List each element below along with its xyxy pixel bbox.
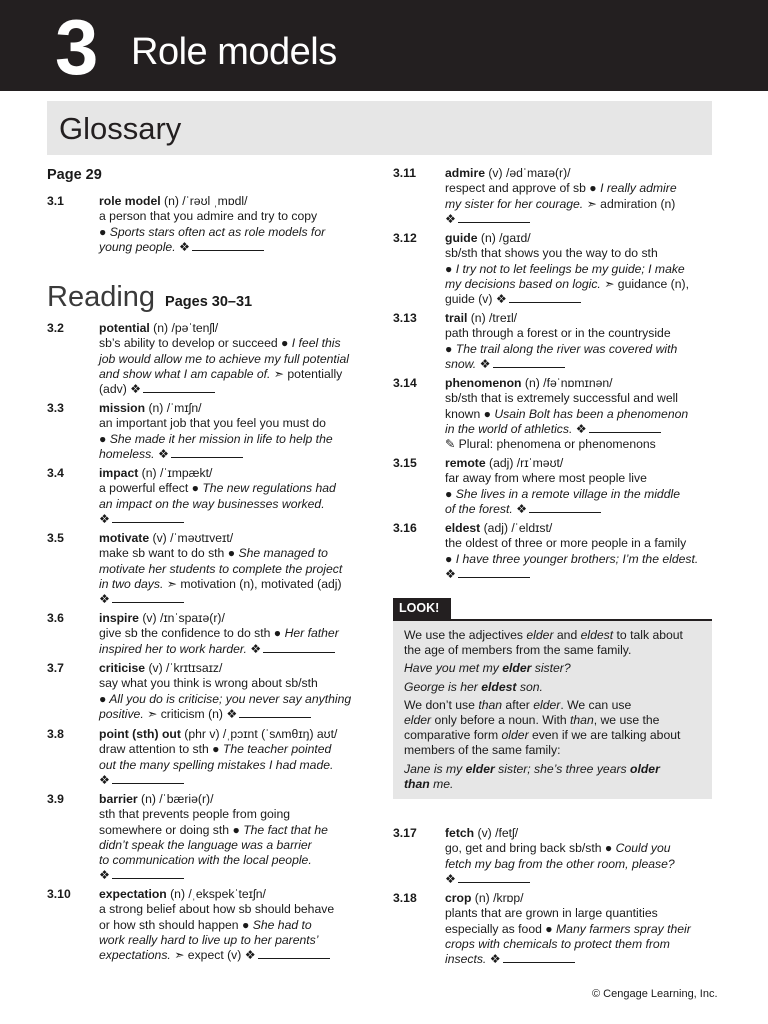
diamond-icon: ❖: [575, 421, 587, 436]
headword: inspire: [99, 611, 139, 625]
part-of-speech: (v) /ˈməʊtɪveɪt/: [149, 531, 234, 545]
example: Her father: [284, 626, 339, 641]
example-cont: expectations.: [99, 948, 171, 963]
definition: make sb want to do sth ●: [99, 546, 239, 561]
example: Usain Bolt has been a phenomenon: [494, 406, 689, 421]
diamond-icon: ❖: [489, 952, 501, 967]
definition-cont: or how sth should happen ●: [99, 917, 253, 932]
part-of-speech: (n) /treɪl/: [467, 311, 518, 325]
headword: criticise: [99, 661, 146, 675]
entry-number: 3.11: [393, 166, 417, 180]
reading-title: Reading: [47, 281, 156, 313]
derivatives: ➣ expect (v): [170, 948, 242, 963]
answer-blank[interactable]: [458, 568, 530, 578]
headword: expectation: [99, 887, 167, 901]
look-paragraph-1-cont: the age of members from the same family.: [404, 643, 632, 657]
example: I really admire: [600, 181, 677, 196]
example-cont: in the world of athletics.: [445, 421, 573, 436]
entry-number: 3.9: [47, 792, 64, 806]
headword: role model: [99, 194, 161, 208]
entry-number: 3.18: [393, 891, 417, 905]
example-cont: my sister for her courage.: [445, 196, 584, 211]
definition: an important job that you feel you must do: [99, 416, 326, 431]
answer-blank[interactable]: [143, 383, 215, 393]
part-of-speech: (adj) /rɪˈməʊt/: [485, 456, 564, 470]
definition-cont: known ●: [445, 406, 495, 421]
diamond-icon: ❖: [130, 382, 142, 397]
part-of-speech: (n) /krɒp/: [471, 891, 524, 905]
headword: fetch: [445, 826, 475, 840]
answer-blank[interactable]: [192, 241, 264, 251]
part-of-speech: (n) /fəˈnɒmɪnən/: [521, 376, 613, 390]
headword: remote: [445, 456, 486, 470]
diamond-icon: ❖: [99, 511, 110, 526]
example-cont: my decisions based on logic.: [445, 276, 601, 291]
definition: give sb the confidence to do sth ●: [99, 626, 285, 641]
example: The fact that he: [243, 822, 328, 837]
example: I feel this: [291, 336, 341, 351]
headword: admire: [445, 166, 485, 180]
example-cont: didn’t speak the language was a barrier: [99, 837, 312, 852]
example: ● All you do is criticise; you never say anything: [99, 691, 352, 706]
example-cont: snow.: [445, 356, 477, 371]
diamond-icon: ❖: [99, 868, 110, 883]
diamond-icon: ❖: [495, 292, 507, 307]
entry-number: 3.6: [47, 611, 64, 625]
headword: mission: [99, 401, 146, 415]
headword: motivate: [99, 531, 150, 545]
example: Could you: [615, 841, 671, 856]
part-of-speech: (adj) /ˈeldɪst/: [480, 521, 553, 535]
part-of-speech: (n) /ˈrəʊl ˌmɒdl/: [160, 194, 248, 208]
derivatives: ➣ admiration (n): [583, 196, 676, 211]
definition: a powerful effect ●: [99, 481, 203, 496]
entry-number: 3.7: [47, 661, 64, 675]
answer-blank[interactable]: [112, 513, 184, 523]
diamond-icon: ❖: [445, 566, 456, 581]
part-of-speech: (v) /fetʃ/: [474, 826, 519, 840]
part-of-speech: (v) /ɪnˈspaɪə(r)/: [138, 611, 225, 625]
definition-cont: especially as food ●: [445, 921, 557, 936]
example: ● The trail along the river was covered with: [445, 341, 678, 356]
example-cont: out the many spelling mistakes I had made.: [99, 757, 334, 772]
entry-number: 3.16: [393, 521, 417, 535]
unit-number: 3: [55, 3, 97, 91]
look-paragraph-1: We use the adjectives elder and eldest to talk about: [404, 628, 683, 642]
part-of-speech: (n) /ˈɪmpækt/: [138, 466, 213, 480]
derivatives-cont: (adv): [99, 382, 127, 397]
example-cont: fetch my bag from the other room, please?: [445, 856, 675, 871]
entry-number: 3.12: [393, 231, 417, 245]
diamond-icon: ❖: [244, 948, 256, 963]
example-cont: of the forest.: [445, 501, 513, 516]
answer-blank[interactable]: [263, 643, 335, 653]
diamond-icon: ❖: [445, 871, 456, 886]
example-cont: work really hard to live up to her parents’: [99, 932, 319, 947]
answer-blank[interactable]: [589, 423, 661, 433]
derivatives-cont: guide (v): [445, 292, 493, 307]
headword: crop: [445, 891, 472, 905]
definition: sb/sth that is extremely successful and well: [445, 391, 679, 406]
look-label: LOOK!: [393, 598, 451, 619]
example-cont: in two days.: [99, 576, 164, 591]
derivatives: ➣ guidance (n),: [600, 276, 689, 291]
look-example-3: Jane is my elder sister; she’s three years older: [404, 762, 660, 776]
example: ● I try not to let feelings be my guide; I make: [445, 261, 685, 276]
definition: sth that prevents people from going: [99, 807, 291, 822]
definition-cont: somewhere or doing sth ●: [99, 822, 244, 837]
headword: phenomenon: [445, 376, 522, 390]
diamond-icon: ❖: [99, 592, 110, 607]
example-cont: homeless.: [99, 446, 155, 461]
definition: draw attention to sth ●: [99, 742, 223, 757]
example-cont: and show what I am capable of.: [99, 366, 271, 381]
plural-note: ✎ Plural: phenomena or phenomenons: [445, 437, 656, 452]
headword: eldest: [445, 521, 481, 535]
diamond-icon: ❖: [226, 706, 238, 721]
answer-blank[interactable]: [239, 708, 311, 718]
entry-number: 3.2: [47, 321, 64, 335]
headword: impact: [99, 466, 139, 480]
example-cont: positive.: [99, 706, 144, 721]
answer-blank[interactable]: [112, 593, 184, 603]
part-of-speech: (n) /ɡaɪd/: [477, 231, 531, 245]
example-cont: inspired her to work harder.: [99, 641, 247, 656]
example-cont: motivate her students to complete the project: [99, 561, 343, 576]
look-example-1: Have you met my elder sister?: [404, 661, 571, 675]
entry-number: 3.3: [47, 401, 64, 415]
look-paragraph-2: We don’t use than after elder. We can use: [404, 698, 632, 712]
example: The new regulations had: [202, 481, 336, 496]
glossary-title: Glossary: [59, 111, 182, 146]
answer-blank[interactable]: [258, 949, 330, 959]
reading-section-heading: [47, 280, 252, 319]
definition: sb’s ability to develop or succeed ●: [99, 336, 292, 351]
entry-number: 3.5: [47, 531, 64, 545]
example-cont: crops with chemicals to protect them from: [445, 936, 670, 951]
example: ● She made it her mission in life to help the: [99, 431, 333, 446]
look-example-2: George is her eldest son.: [404, 680, 543, 694]
answer-blank[interactable]: [503, 953, 575, 963]
headword: potential: [99, 321, 150, 335]
look-paragraph-2-line-3: comparative form older even if we are talking about: [404, 728, 681, 742]
definition: say what you think is wrong about sb/sth: [99, 676, 318, 691]
entry-number: 3.10: [47, 887, 71, 901]
example-cont: young people.: [99, 239, 176, 254]
diamond-icon: ❖: [178, 239, 190, 254]
derivatives: ➣ motivation (n), motivated (adj): [163, 576, 342, 591]
derivatives: ➣ potentially: [270, 366, 343, 381]
answer-blank[interactable]: [171, 448, 243, 458]
example: She managed to: [238, 546, 328, 561]
part-of-speech: (n) /ˈmɪʃn/: [145, 401, 202, 415]
example: Many farmers spray their: [556, 921, 691, 936]
answer-blank[interactable]: [529, 503, 601, 513]
diamond-icon: ❖: [250, 641, 262, 656]
example: ● Sports stars often act as role models for: [99, 224, 326, 239]
look-paragraph-2-line-2: elder only before a noun. With than, we use the: [404, 713, 660, 727]
definition: path through a forest or in the countryside: [445, 326, 671, 341]
look-paragraph-2-line-4: members of the same family:: [404, 743, 561, 757]
example: The teacher pointed: [222, 742, 332, 757]
reading-pages: Pages 30–31: [165, 294, 253, 310]
part-of-speech: (n) /ˌekspekˈteɪʃn/: [166, 887, 266, 901]
entry-number: 3.15: [393, 456, 417, 470]
example: ● I have three younger brothers; I’m the eldest.: [445, 551, 699, 566]
definition: respect and approve of sb ●: [445, 181, 601, 196]
part-of-speech: (v) /ˈkrɪtɪsaɪz/: [145, 661, 223, 675]
definition: the oldest of three or more people in a family: [445, 536, 687, 551]
example-cont: to communication with the local people.: [99, 853, 312, 868]
entry-number: 3.8: [47, 727, 64, 741]
definition: a person that you admire and try to copy: [99, 209, 318, 224]
entry-number: 3.17: [393, 826, 417, 840]
diamond-icon: ❖: [445, 211, 456, 226]
part-of-speech: (v) /ədˈmaɪə(r)/: [484, 166, 571, 180]
answer-blank[interactable]: [493, 358, 565, 368]
headword: point (sth) out: [99, 727, 181, 741]
definition: go, get and bring back sb/sth ●: [445, 841, 616, 856]
diamond-icon: ❖: [479, 356, 491, 371]
answer-blank[interactable]: [112, 774, 184, 784]
answer-blank[interactable]: [509, 293, 581, 303]
look-note-box: [393, 621, 712, 799]
example: ● She lives in a remote village in the middle: [445, 486, 680, 501]
part-of-speech: (n) /ˈbæriə(r)/: [137, 792, 214, 806]
definition: plants that are grown in large quantities: [445, 906, 658, 921]
entry-number: 3.13: [393, 311, 417, 325]
diamond-icon: ❖: [157, 446, 169, 461]
definition: a strong belief about how sb should behave: [99, 902, 335, 917]
part-of-speech: (n) /pəˈtenʃl/: [149, 321, 219, 335]
glossary-banner: [47, 101, 712, 155]
diamond-icon: ❖: [516, 501, 528, 516]
part-of-speech: (phr v) /ˌpɔɪnt (ˈsʌmθɪŋ) aʊt/: [180, 727, 338, 741]
answer-blank[interactable]: [112, 869, 184, 879]
copyright-notice: © Cengage Learning, Inc.: [592, 988, 718, 1000]
derivatives: ➣ criticism (n): [143, 706, 223, 721]
answer-blank[interactable]: [458, 873, 530, 883]
headword: guide: [445, 231, 478, 245]
look-example-3-cont: than me.: [404, 777, 454, 791]
example-cont: insects.: [445, 952, 487, 967]
example-cont: an impact on the way businesses worked.: [99, 496, 325, 511]
unit-header: [0, 0, 768, 91]
example: She had to: [252, 917, 312, 932]
headword: barrier: [99, 792, 138, 806]
entry-number: 3.14: [393, 376, 417, 390]
example-cont: job would allow me to achieve my full potential: [99, 351, 349, 366]
definition: far away from where most people live: [445, 471, 647, 486]
unit-title: Role models: [131, 31, 337, 73]
entry-number: 3.1: [47, 194, 64, 208]
entry-number: 3.4: [47, 466, 64, 480]
page-29-label: Page 29: [47, 167, 102, 183]
diamond-icon: ❖: [99, 772, 110, 787]
answer-blank[interactable]: [458, 213, 530, 223]
definition: sb/sth that shows you the way to do sth: [445, 246, 658, 261]
headword: trail: [445, 311, 468, 325]
